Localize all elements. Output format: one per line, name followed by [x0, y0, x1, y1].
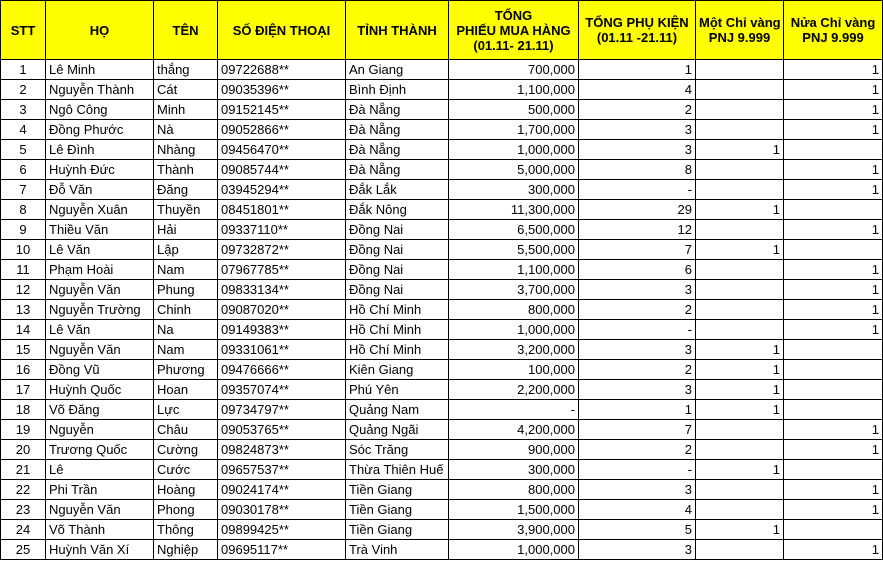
- table-row: [1, 480, 883, 500]
- cell-phieu: 3,900,000: [449, 520, 579, 540]
- cell-phukien: 8: [579, 160, 696, 180]
- cell-phieu: 6,500,000: [449, 220, 579, 240]
- cell-tinh: Hồ Chí Minh: [346, 340, 449, 360]
- cell-sdt: 08451801**: [218, 200, 346, 220]
- cell-motchi: 1: [696, 460, 784, 480]
- cell-tinh: Đắk Lắk: [346, 180, 449, 200]
- cell-nuachi: [784, 140, 883, 160]
- cell-motchi: 1: [696, 520, 784, 540]
- cell-phukien: 1: [579, 60, 696, 80]
- cell-ho: Huỳnh Quốc: [46, 380, 154, 400]
- cell-ten: Lực: [154, 400, 218, 420]
- cell-phieu: 4,200,000: [449, 420, 579, 440]
- cell-tinh: Đồng Nai: [346, 220, 449, 240]
- cell-ten: Phong: [154, 500, 218, 520]
- table-row: [1, 360, 883, 380]
- cell-phukien: -: [579, 460, 696, 480]
- cell-sdt: 09456470**: [218, 140, 346, 160]
- header-nuachi-line1: Nửa Chỉ vàng: [790, 15, 876, 30]
- cell-motchi: [696, 180, 784, 200]
- cell-phieu: 1,500,000: [449, 500, 579, 520]
- cell-phukien: 4: [579, 500, 696, 520]
- cell-stt: 20: [1, 440, 46, 460]
- table-row: [1, 540, 883, 560]
- header-phieu-line3: (01.11- 21.11): [473, 37, 554, 53]
- cell-phukien: 7: [579, 240, 696, 260]
- cell-phukien: 3: [579, 120, 696, 140]
- table-row: [1, 280, 883, 300]
- cell-ten: Chinh: [154, 300, 218, 320]
- cell-ho: Lê: [46, 460, 154, 480]
- cell-phukien: 3: [579, 140, 696, 160]
- cell-phieu: 300,000: [449, 460, 579, 480]
- cell-ho: Trương Quốc: [46, 440, 154, 460]
- cell-stt: 8: [1, 200, 46, 220]
- cell-tinh: Quảng Ngãi: [346, 420, 449, 440]
- cell-tinh: Tiền Giang: [346, 480, 449, 500]
- cell-sdt: 07967785**: [218, 260, 346, 280]
- cell-nuachi: [784, 200, 883, 220]
- cell-phieu: 800,000: [449, 480, 579, 500]
- cell-motchi: [696, 280, 784, 300]
- cell-ten: Hoan: [154, 380, 218, 400]
- cell-phieu: 5,500,000: [449, 240, 579, 260]
- cell-stt: 9: [1, 220, 46, 240]
- cell-ten: Thành: [154, 160, 218, 180]
- cell-ten: Phương: [154, 360, 218, 380]
- cell-motchi: 1: [696, 240, 784, 260]
- cell-nuachi: 1: [784, 320, 883, 340]
- cell-motchi: 1: [696, 380, 784, 400]
- cell-stt: 13: [1, 300, 46, 320]
- cell-stt: 18: [1, 400, 46, 420]
- cell-tinh: Hồ Chí Minh: [346, 320, 449, 340]
- cell-ten: Hoàng: [154, 480, 218, 500]
- cell-stt: 7: [1, 180, 46, 200]
- cell-stt: 4: [1, 120, 46, 140]
- cell-tinh: Đồng Nai: [346, 280, 449, 300]
- cell-ho: Phi Trần: [46, 480, 154, 500]
- cell-nuachi: 1: [784, 100, 883, 120]
- cell-nuachi: [784, 400, 883, 420]
- cell-nuachi: [784, 460, 883, 480]
- cell-stt: 5: [1, 140, 46, 160]
- cell-tinh: Tiền Giang: [346, 500, 449, 520]
- cell-motchi: [696, 120, 784, 140]
- cell-ho: Đồng Phước: [46, 120, 154, 140]
- header-phieu-line1: TỔNG: [494, 7, 533, 23]
- cell-stt: 1: [1, 60, 46, 80]
- cell-stt: 10: [1, 240, 46, 260]
- cell-motchi: [696, 260, 784, 280]
- cell-ten: Nhàng: [154, 140, 218, 160]
- cell-stt: 19: [1, 420, 46, 440]
- cell-sdt: 09030178**: [218, 500, 346, 520]
- cell-stt: 2: [1, 80, 46, 100]
- cell-motchi: [696, 100, 784, 120]
- cell-stt: 22: [1, 480, 46, 500]
- cell-motchi: [696, 540, 784, 560]
- cell-phieu: 3,200,000: [449, 340, 579, 360]
- header-motchi: [696, 1, 784, 60]
- cell-phieu: 1,000,000: [449, 320, 579, 340]
- cell-motchi: [696, 80, 784, 100]
- cell-phukien: 29: [579, 200, 696, 220]
- cell-ten: Châu: [154, 420, 218, 440]
- cell-sdt: 09087020**: [218, 300, 346, 320]
- cell-nuachi: 1: [784, 280, 883, 300]
- cell-phieu: 900,000: [449, 440, 579, 460]
- cell-sdt: 09722688**: [218, 60, 346, 80]
- header-phukien-line1: TỔNG PHỤ KIỆN: [585, 15, 689, 30]
- cell-tinh: Hồ Chí Minh: [346, 300, 449, 320]
- cell-phieu: 800,000: [449, 300, 579, 320]
- cell-tinh: Đồng Nai: [346, 260, 449, 280]
- header-motchi-line1: Một Chỉ vàng: [699, 15, 781, 30]
- cell-ho: Ngô Công: [46, 100, 154, 120]
- cell-tinh: Tiền Giang: [346, 520, 449, 540]
- cell-ho: Lê Minh: [46, 60, 154, 80]
- cell-sdt: 09331061**: [218, 340, 346, 360]
- cell-tinh: Phú Yên: [346, 380, 449, 400]
- cell-nuachi: [784, 520, 883, 540]
- cell-motchi: 1: [696, 360, 784, 380]
- cell-ho: Nguyễn Xuân: [46, 200, 154, 220]
- table-row: [1, 520, 883, 540]
- cell-ho: Nguyễn: [46, 420, 154, 440]
- table-row: [1, 140, 883, 160]
- cell-stt: 11: [1, 260, 46, 280]
- cell-phukien: 2: [579, 300, 696, 320]
- cell-tinh: Trà Vinh: [346, 540, 449, 560]
- cell-phukien: 2: [579, 360, 696, 380]
- cell-ten: Thông: [154, 520, 218, 540]
- cell-ten: Cát: [154, 80, 218, 100]
- cell-motchi: 1: [696, 340, 784, 360]
- cell-nuachi: 1: [784, 80, 883, 100]
- cell-sdt: 09052866**: [218, 120, 346, 140]
- cell-sdt: 09053765**: [218, 420, 346, 440]
- cell-phukien: 3: [579, 480, 696, 500]
- cell-ten: Minh: [154, 100, 218, 120]
- cell-ten: Nam: [154, 340, 218, 360]
- cell-ho: Lê Văn: [46, 320, 154, 340]
- cell-stt: 25: [1, 540, 46, 560]
- cell-nuachi: 1: [784, 480, 883, 500]
- cell-nuachi: [784, 360, 883, 380]
- header-stt: STT: [1, 1, 46, 60]
- cell-tinh: Kiên Giang: [346, 360, 449, 380]
- cell-nuachi: 1: [784, 260, 883, 280]
- cell-phukien: 3: [579, 540, 696, 560]
- cell-phukien: -: [579, 180, 696, 200]
- cell-ten: Hải: [154, 220, 218, 240]
- cell-ho: Lê Đình: [46, 140, 154, 160]
- cell-sdt: 09734797**: [218, 400, 346, 420]
- header-nuachi: [784, 1, 883, 60]
- table-row: [1, 100, 883, 120]
- table-row: [1, 120, 883, 140]
- cell-ho: Huỳnh Đức: [46, 160, 154, 180]
- cell-motchi: [696, 220, 784, 240]
- table-row: [1, 340, 883, 360]
- cell-ho: Nguyễn Thành: [46, 80, 154, 100]
- cell-motchi: [696, 440, 784, 460]
- cell-nuachi: 1: [784, 540, 883, 560]
- header-row: [1, 1, 883, 60]
- table-row: [1, 80, 883, 100]
- cell-phukien: 3: [579, 340, 696, 360]
- cell-phukien: 3: [579, 380, 696, 400]
- cell-stt: 23: [1, 500, 46, 520]
- cell-phukien: 3: [579, 280, 696, 300]
- cell-motchi: [696, 480, 784, 500]
- cell-phukien: 5: [579, 520, 696, 540]
- cell-sdt: 09357074**: [218, 380, 346, 400]
- header-nuachi-line2: PNJ 9.999: [802, 30, 864, 45]
- header-motchi-line2: PNJ 9.999: [708, 30, 771, 45]
- cell-phukien: 1: [579, 400, 696, 420]
- cell-tinh: Đà Nẵng: [346, 120, 449, 140]
- table-row: [1, 300, 883, 320]
- cell-motchi: 1: [696, 200, 784, 220]
- cell-ho: Võ Đăng: [46, 400, 154, 420]
- cell-phieu: 300,000: [449, 180, 579, 200]
- table-row: [1, 60, 883, 80]
- cell-tinh: Đà Nẵng: [346, 160, 449, 180]
- cell-stt: 15: [1, 340, 46, 360]
- cell-phukien: 2: [579, 440, 696, 460]
- cell-phieu: 1,000,000: [449, 140, 579, 160]
- cell-phieu: 3,700,000: [449, 280, 579, 300]
- cell-motchi: 1: [696, 140, 784, 160]
- cell-phieu: 1,100,000: [449, 260, 579, 280]
- cell-stt: 21: [1, 460, 46, 480]
- cell-tinh: Thừa Thiên Huế: [346, 460, 449, 480]
- table-row: [1, 400, 883, 420]
- header-phukien-line2: (01.11 -21.11): [596, 30, 678, 45]
- cell-nuachi: 1: [784, 500, 883, 520]
- cell-ten: Cường: [154, 440, 218, 460]
- cell-phieu: 1,100,000: [449, 80, 579, 100]
- cell-sdt: 09035396**: [218, 80, 346, 100]
- cell-ten: Phung: [154, 280, 218, 300]
- table-row: [1, 260, 883, 280]
- cell-sdt: 09149383**: [218, 320, 346, 340]
- table-row: [1, 180, 883, 200]
- header-tinh: TỈNH THÀNH: [346, 1, 449, 60]
- cell-ten: Đăng: [154, 180, 218, 200]
- cell-motchi: [696, 60, 784, 80]
- cell-motchi: [696, 160, 784, 180]
- header-phieu: [449, 1, 579, 60]
- cell-tinh: Đồng Nai: [346, 240, 449, 260]
- cell-motchi: [696, 300, 784, 320]
- table-row: [1, 460, 883, 480]
- header-ten: TÊN: [154, 1, 218, 60]
- cell-ho: Phạm Hoài: [46, 260, 154, 280]
- cell-ho: Lê Văn: [46, 240, 154, 260]
- cell-sdt: 09695117**: [218, 540, 346, 560]
- cell-nuachi: 1: [784, 440, 883, 460]
- cell-phukien: 2: [579, 100, 696, 120]
- cell-nuachi: 1: [784, 120, 883, 140]
- cell-stt: 14: [1, 320, 46, 340]
- cell-phieu: 100,000: [449, 360, 579, 380]
- table-row: [1, 500, 883, 520]
- cell-tinh: Đắk Nông: [346, 200, 449, 220]
- cell-nuachi: 1: [784, 180, 883, 200]
- table-row: [1, 380, 883, 400]
- cell-phieu: 11,300,000: [449, 200, 579, 220]
- cell-ho: Nguyễn Văn: [46, 280, 154, 300]
- cell-sdt: 09085744**: [218, 160, 346, 180]
- cell-sdt: 03945294**: [218, 180, 346, 200]
- cell-phukien: 4: [579, 80, 696, 100]
- cell-tinh: Đà Nẵng: [346, 140, 449, 160]
- cell-motchi: [696, 320, 784, 340]
- cell-ten: Nam: [154, 260, 218, 280]
- cell-ho: Nguyễn Trường: [46, 300, 154, 320]
- cell-nuachi: [784, 240, 883, 260]
- cell-ten: Cước: [154, 460, 218, 480]
- cell-sdt: 09337110**: [218, 220, 346, 240]
- cell-sdt: 09732872**: [218, 240, 346, 260]
- cell-ten: Lập: [154, 240, 218, 260]
- table-row: [1, 420, 883, 440]
- cell-phukien: -: [579, 320, 696, 340]
- cell-sdt: 09833134**: [218, 280, 346, 300]
- cell-tinh: Sóc Trăng: [346, 440, 449, 460]
- cell-phieu: 5,000,000: [449, 160, 579, 180]
- cell-stt: 24: [1, 520, 46, 540]
- table-row: [1, 200, 883, 220]
- cell-sdt: 09824873**: [218, 440, 346, 460]
- cell-nuachi: 1: [784, 160, 883, 180]
- cell-stt: 3: [1, 100, 46, 120]
- cell-motchi: [696, 500, 784, 520]
- cell-nuachi: [784, 380, 883, 400]
- cell-phieu: 1,000,000: [449, 540, 579, 560]
- cell-ho: Nguyễn Văn: [46, 500, 154, 520]
- cell-nuachi: 1: [784, 420, 883, 440]
- cell-ten: Na: [154, 320, 218, 340]
- cell-ho: Võ Thành: [46, 520, 154, 540]
- cell-sdt: 09899425**: [218, 520, 346, 540]
- cell-sdt: 09657537**: [218, 460, 346, 480]
- cell-sdt: 09152145**: [218, 100, 346, 120]
- cell-ten: Nghiệp: [154, 540, 218, 560]
- table-row: [1, 320, 883, 340]
- cell-tinh: An Giang: [346, 60, 449, 80]
- cell-motchi: 1: [696, 400, 784, 420]
- cell-stt: 12: [1, 280, 46, 300]
- cell-ten: Thuyền: [154, 200, 218, 220]
- cell-ho: Nguyễn Văn: [46, 340, 154, 360]
- cell-ten: thắng: [154, 60, 218, 80]
- cell-sdt: 09024174**: [218, 480, 346, 500]
- cell-ho: Đỗ Văn: [46, 180, 154, 200]
- cell-tinh: Quảng Nam: [346, 400, 449, 420]
- cell-ten: Nà: [154, 120, 218, 140]
- cell-phieu: 700,000: [449, 60, 579, 80]
- table-row: [1, 240, 883, 260]
- cell-nuachi: 1: [784, 220, 883, 240]
- table-row: [1, 160, 883, 180]
- cell-stt: 17: [1, 380, 46, 400]
- cell-phukien: 7: [579, 420, 696, 440]
- header-phukien: [579, 1, 696, 60]
- cell-phieu: -: [449, 400, 579, 420]
- cell-phieu: 1,700,000: [449, 120, 579, 140]
- cell-nuachi: 1: [784, 300, 883, 320]
- cell-phieu: 2,200,000: [449, 380, 579, 400]
- table-row: [1, 440, 883, 460]
- cell-motchi: [696, 420, 784, 440]
- cell-sdt: 09476666**: [218, 360, 346, 380]
- table-row: [1, 220, 883, 240]
- cell-phukien: 12: [579, 220, 696, 240]
- header-ho: HỌ: [46, 1, 154, 60]
- table-body: [1, 60, 883, 560]
- cell-stt: 16: [1, 360, 46, 380]
- header-phieu-line2: PHIẾU MUA HÀNG: [456, 22, 571, 38]
- cell-nuachi: [784, 340, 883, 360]
- cell-tinh: Bình Định: [346, 80, 449, 100]
- cell-ho: Huỳnh Văn Xí: [46, 540, 154, 560]
- cell-ho: Đồng Vũ: [46, 360, 154, 380]
- cell-phieu: 500,000: [449, 100, 579, 120]
- cell-nuachi: 1: [784, 60, 883, 80]
- header-sdt: SỐ ĐIỆN THOẠI: [218, 1, 346, 60]
- cell-stt: 6: [1, 160, 46, 180]
- cell-phukien: 6: [579, 260, 696, 280]
- cell-ho: Thiều Văn: [46, 220, 154, 240]
- cell-tinh: Đà Nẵng: [346, 100, 449, 120]
